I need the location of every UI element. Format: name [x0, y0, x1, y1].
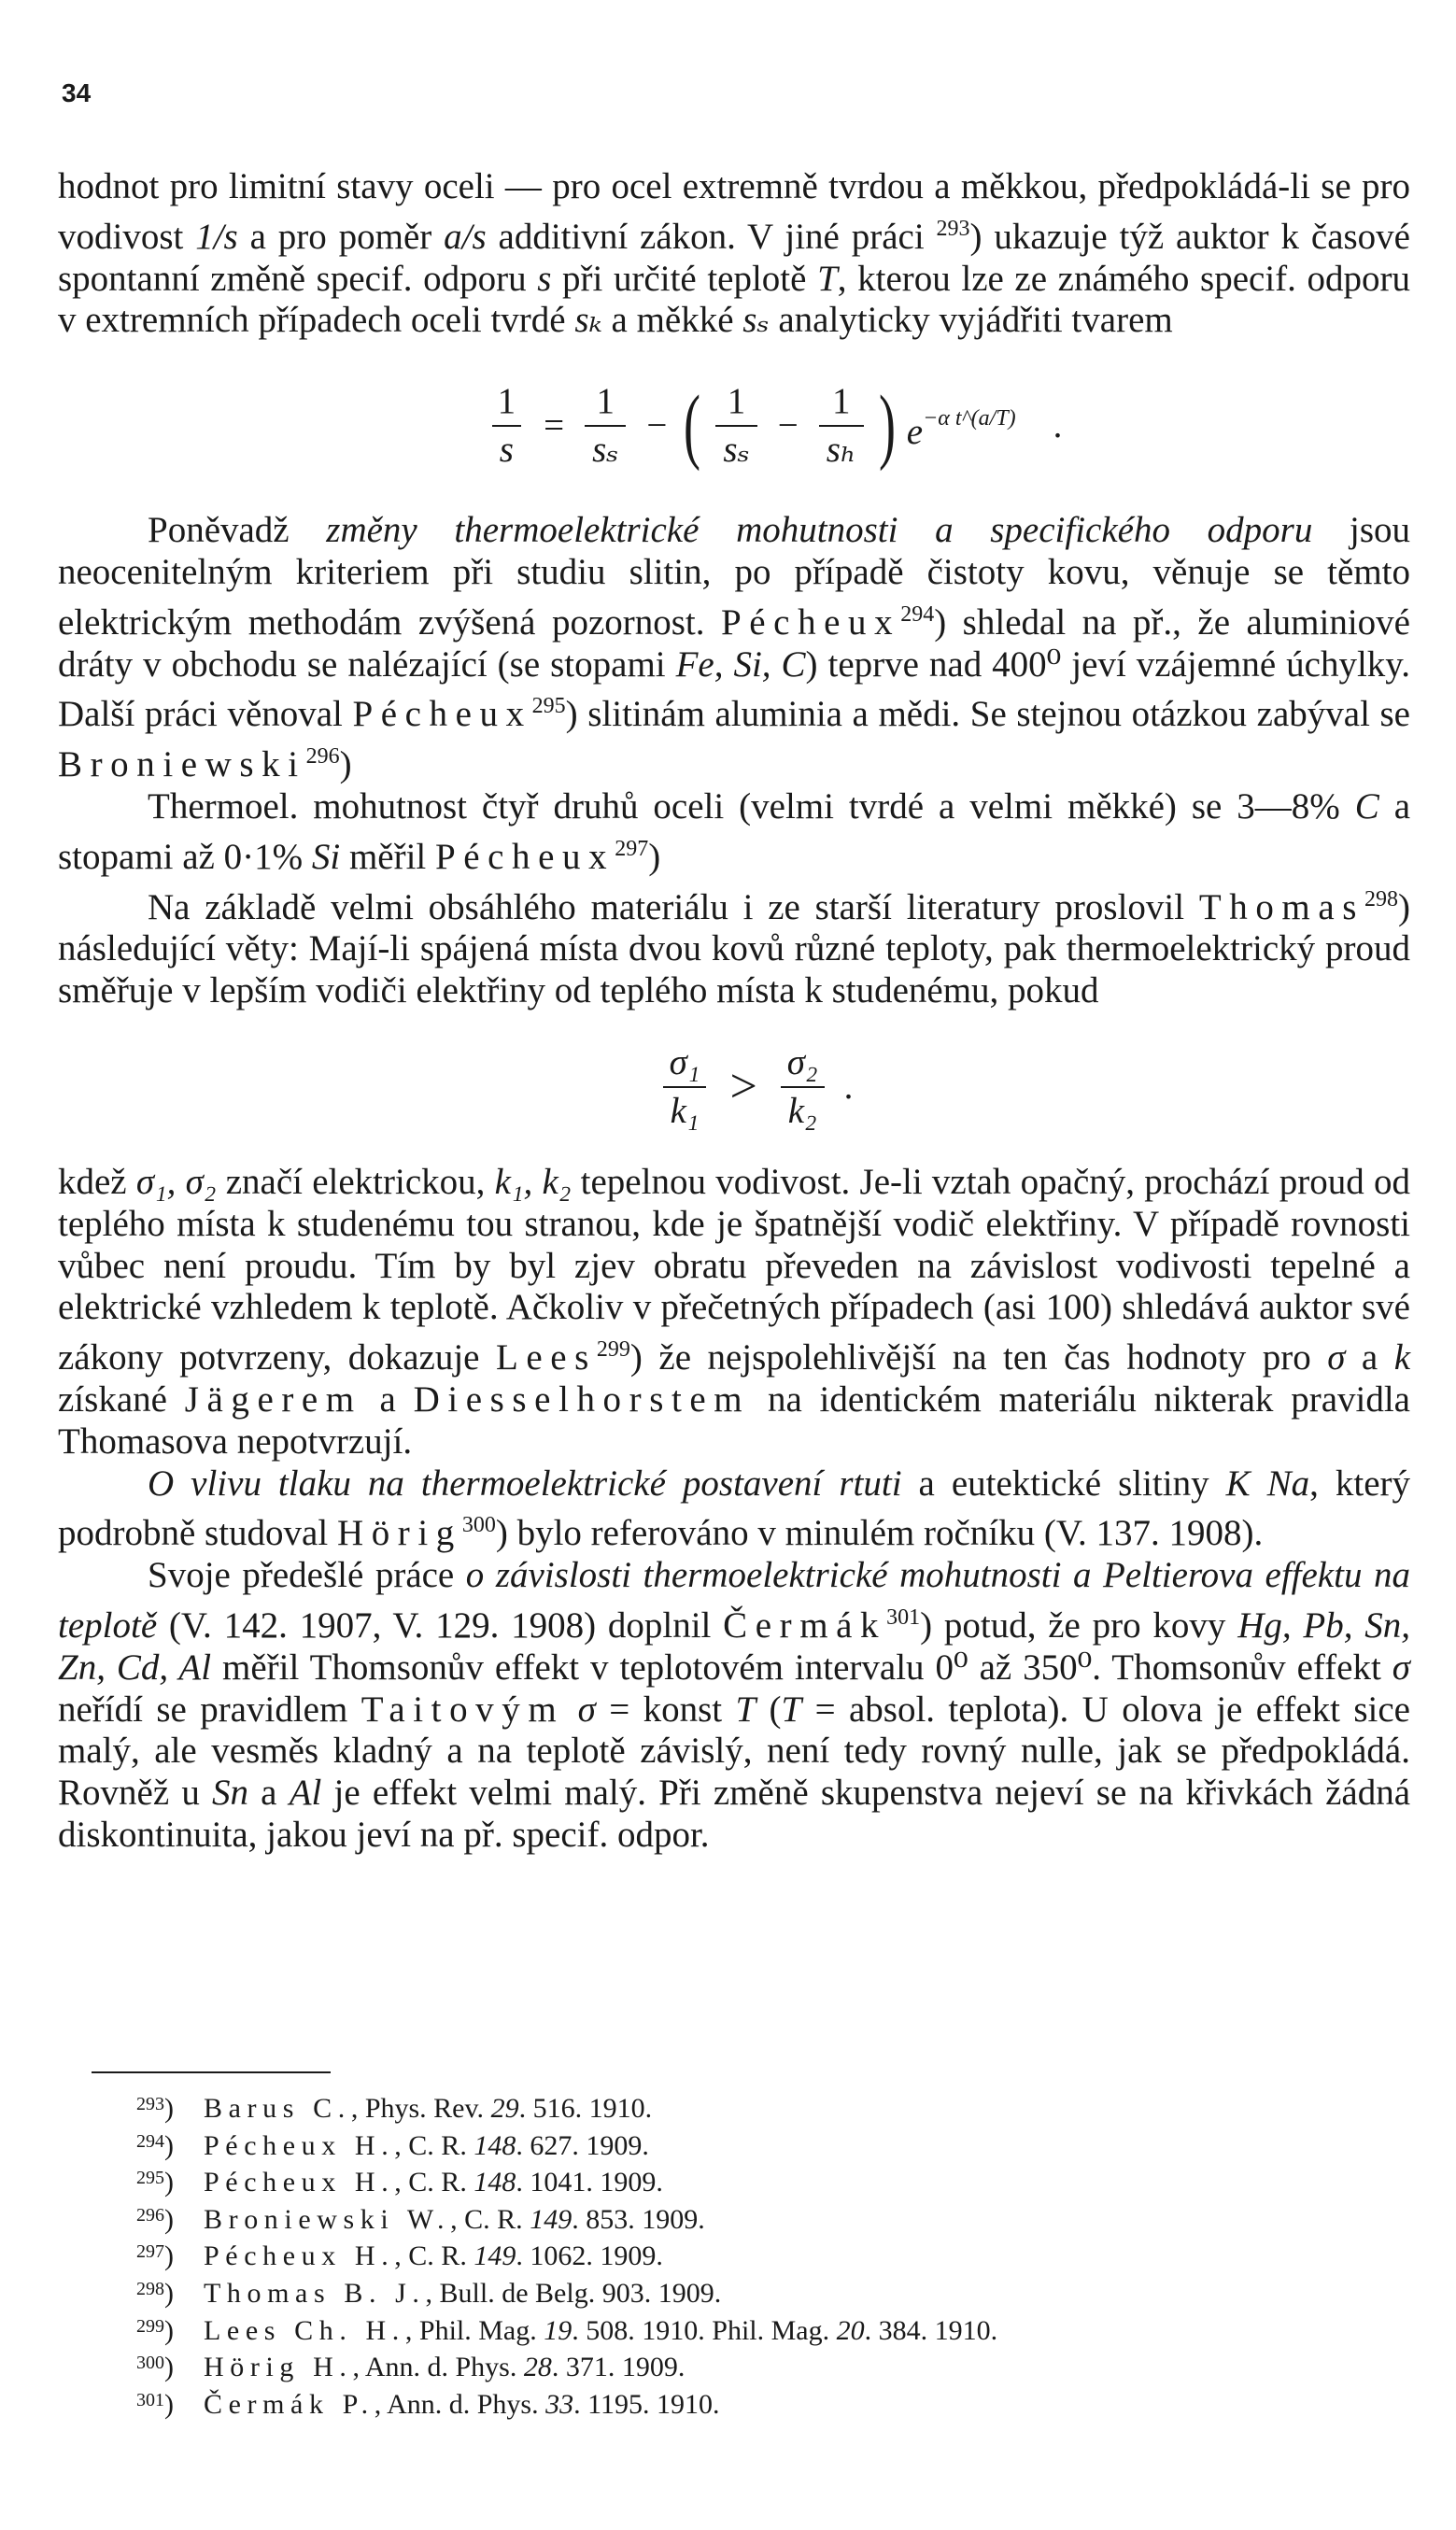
footnote-295: $^{295}$) Pécheux H., C. R. 148. 1041. 1909.: [136, 2167, 663, 2198]
page-body: [58, 166, 1410, 1857]
ref-293: 293: [936, 216, 970, 241]
paragraph-thomas: Na základě velmi obsáhlého materiálu i ze starší literatury proslovil Thomas$^{298}$) následující věty: Mají-li spájená místa dvou kovů různé teploty, pak thermoelektrický proud směřuje v lepším vodiči elektřiny od teplého místa k studenému, pokud: [58, 886, 1410, 1011]
formula-resistance: $\frac{1}{s}$ = $\frac{1}{\text{sₛ}}$ − ( $\frac{1}{\text{sₛ}}$ − $\frac{1}{\text{sₕ}}$ ) $e^{-\alpha t\^{}(a/T)}$ .: [133, 342, 1410, 510]
paragraph-steel: Thermoel. mohutnost čtyř druhů oceli (velmi tvrdé a velmi měkké) se 3—8% C a stopami až 0·1% Si měřil Pécheux$^{297}$): [58, 785, 1411, 877]
footnote-301: $^{301}$) Čermák P., Ann. d. Phys. 33. 1195. 1910.: [136, 2388, 720, 2420]
paragraph-thomson-effect: Svoje předešlé práce o závislosti thermoelektrické mohutnosti a Peltierova effektu na teplotě (V. 142. 1907, V. 129. 1908) doplnil Čermák$^{301}$) potud, že pro kovy Hg, Pb, Sn, Zn, Cd, Al měřil Thomsonův effekt v teplotovém intervalu 0⁰ až 350⁰. Thomsonův effekt σ neřídí se pravidlem Taitovým σ = konst T (T = absol. teplota). U olova je effekt sice malý, ale vesměs kladný a na teplotě závislý, není tedy rovný nulle, jak se předpokládá. Rovněž u Sn a Al je effekt velmi malý. Při změně skupenstva nejeví se na křivkách žádná diskontinuita, jakou jeví na př. specif. odpor.: [58, 1555, 1411, 1855]
footnotes: [136, 2088, 998, 2421]
ref-294: 294: [900, 601, 935, 627]
fraction-1-over-ss-inner: $\frac{1}{\text{sₛ}}$: [715, 380, 756, 472]
fraction-1-over-sh: $\frac{1}{\text{sₕ}}$: [819, 380, 864, 472]
formula-thomas-rule: $\frac{\text{σ₁}}{\text{k₁}}$ > $\frac{\text{σ₂}}{\text{k₂}}$ .: [95, 1012, 1410, 1162]
ref-296: 296: [305, 744, 340, 770]
paragraph-pressure: O vlivu tlaku na thermoelektrické postavení rtuti a eutektické slitiny K Na, který podrobně studoval Hörig$^{300}$) bylo referováno v minulém ročníku (V. 137. 1908).: [58, 1463, 1410, 1554]
footnote-297: $^{297}$) Pécheux H., C. R. 149. 1062. 1909.: [136, 2240, 663, 2272]
ref-297: 297: [615, 836, 649, 861]
ref-299: 299: [596, 1337, 630, 1363]
fraction-1-over-s: $\frac{1}{s}$: [490, 380, 524, 472]
ref-295: 295: [531, 694, 566, 719]
ref-298: 298: [1364, 886, 1398, 912]
footnote-293: $^{293}$) Barus C., Phys. Rev. 29. 516. 1910.: [136, 2093, 653, 2124]
ref-300: 300: [461, 1513, 496, 1538]
footnote-divider: [92, 2071, 331, 2073]
ref-301: 301: [886, 1604, 921, 1630]
fraction-sigma1-k1: $\frac{\text{σ₁}}{\text{k₁}}$: [662, 1041, 708, 1133]
paragraph-conductivity: kdež σ₁, σ₂ značí elektrickou, k₁, k₂ tepelnou vodivost. Je-li vztah opačný, prochází proud od teplého místa k studenému tou stranou, kde je špatnější vodič elektřiny. V případě rovnosti vůbec není proudu. Tím by byl zjev obratu převeden na závislost vodivosti tepelné a elektrické vzhledem k teplotě. Ačkoliv v přečetných případech (asi 100) shledává auktor své zákony potvrzeny, dokazuje Lees$^{299}$) že nejspolehlivější na ten čas hodnoty pro σ a k získané Jägerem a Diesselhorstem na identickém materiálu nikterak pravidla Thomasova nepotvrzují.: [58, 1161, 1411, 1462]
exponential-term: $e^{-\alpha t\^{}(a/T)}$: [906, 406, 1016, 453]
intro-paragraph: hodnot pro limitní stavy oceli — pro ocel extremně tvrdou a měkkou, předpokládá-li se pro vodivost 1/s a pro poměr a/s additivní zákon. V jiné práci $^{293}$) ukazuje týž auktor k časové spontanní změně specif. odporu s při určité teplotě T, kterou lze ze známého specif. odporu v extremních případech oceli tvrdé sₖ a měkké sₛ analyticky vyjádřiti tvarem: [58, 166, 1410, 341]
footnote-294: $^{294}$) Pécheux H., C. R. 148. 627. 1909.: [136, 2129, 649, 2161]
page-number: 34: [62, 78, 92, 107]
paragraph-thermoelectric: Poněvadž změny thermoelektrické mohutnosti a specifického odporu jsou neocenitelným kriteriem při studiu slitin, po případě čistoty kovu, věnuje se těmto elektrickým methodám zvýšená pozornost. Pécheux$^{294}$) shledal na př., že aluminiové dráty v obchodu se nalézající (se stopami Fe, Si, C) teprve nad 400⁰ jeví vzájemné úchylky. Další práci věnoval Pécheux$^{295}$) slitinám aluminia a mědi. Se stejnou otázkou zabýval se Broniewski$^{296}$): [58, 510, 1410, 785]
footnote-298: $^{298}$) Thomas B. J., Bull. de Belg. 903. 1909.: [136, 2277, 722, 2309]
fraction-sigma2-k2: $\frac{\text{σ₂}}{\text{k₂}}$: [780, 1041, 826, 1133]
footnote-300: $^{300}$) Hörig H., Ann. d. Phys. 28. 371. 1909.: [136, 2352, 686, 2383]
footnote-296: $^{296}$) Broniewski W., C. R. 149. 853. 1909.: [136, 2203, 705, 2235]
fraction-1-over-ss: $\frac{1}{\text{sₛ}}$: [585, 380, 626, 472]
footnote-299: $^{299}$) Lees Ch. H., Phil. Mag. 19. 508. 1910. Phil. Mag. 20. 384. 1910.: [136, 2314, 998, 2346]
